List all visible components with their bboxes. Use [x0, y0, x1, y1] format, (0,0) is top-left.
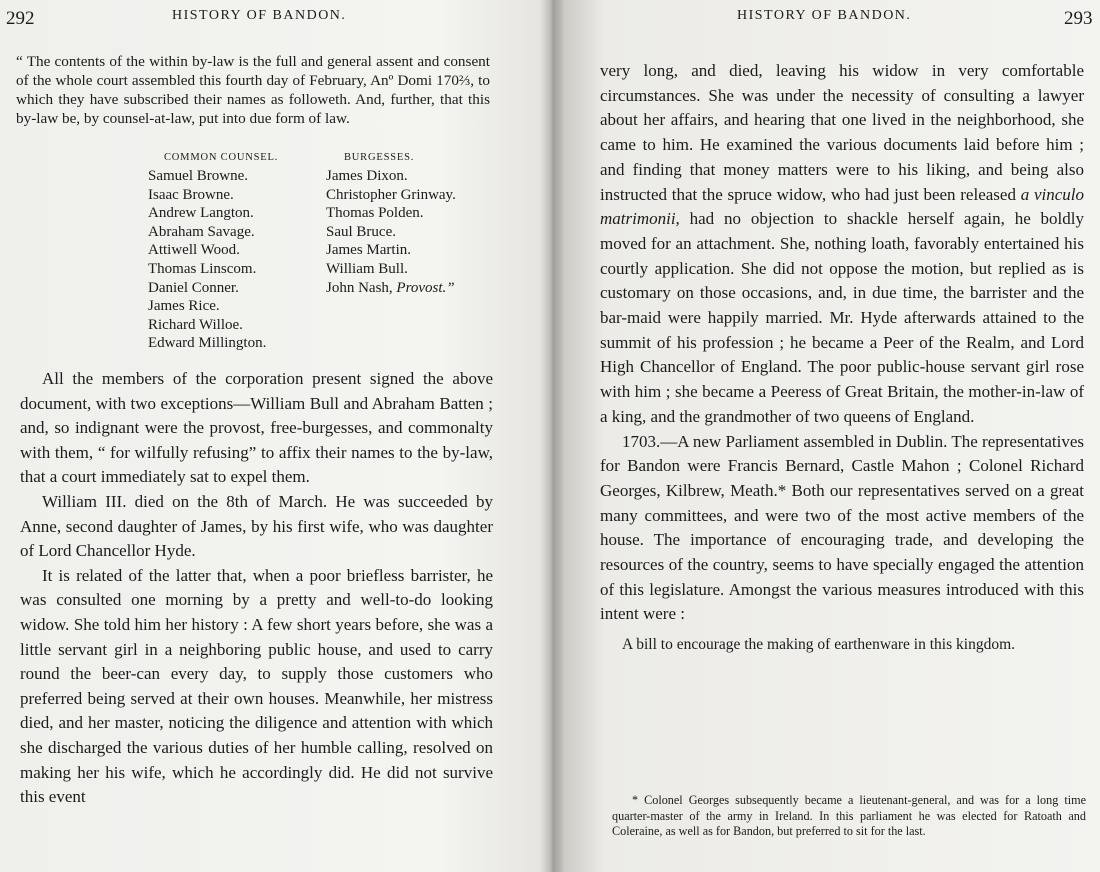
common-counsel-name: Richard Willoe. [148, 316, 243, 333]
burgess-name: Thomas Polden. [326, 205, 424, 222]
running-head-left: HISTORY OF BANDON. [172, 8, 347, 23]
common-counsel-list [148, 167, 266, 353]
page-number-right: 293 [1064, 8, 1093, 29]
burgess-name: Saul Bruce. [326, 223, 396, 240]
burgess-name: James Dixon. [326, 168, 408, 184]
burgess-name: James Martin. [326, 242, 411, 259]
hyde-text-part-1: very long, and died, leaving his widow in very comfortable circumstances. She was under the necessity of consulting a lawyer about her affairs, and hearing that one lived in the neighborhood, she came to him. He examined the various documents laid before him ; and finding that money matters were to his liking, and being also instructed that the spruce widow, who had just been released [600, 61, 1084, 204]
paragraph-william-iii: William III. died on the 8th of March. He was succeeded by Anne, second daughter of James, by his first wife, who was daughter of Lord Chancellor Hyde. [20, 491, 493, 561]
paragraph-1703-parliament: 1703.—A new Parliament assembled in Dublin. The representatives for Bandon were Francis Bernard, Castle Mahon ; Colonel Richard Georges, Kilbrew, Meath.* Both our representatives served on a great many committees, and were two of the most active members of the house. The importance of encouraging trade, and developing the resources of the country, seems to have specially engaged the attention of this legislature. Amongst the various measures introduced with this intent were : [600, 431, 1084, 624]
common-counsel-name: Daniel Conner. [148, 279, 239, 296]
latin-phrase: a vinculo matrimonii, [600, 184, 1085, 229]
left-page [0, 0, 540, 872]
common-counsel-name: Abraham Savage. [148, 223, 255, 240]
common-counsel-name: James Rice. [148, 298, 220, 315]
paragraph-signing: All the members of the corporation present signed the above document, with two exceptions—William Bull and Abraham Batten ; and, so indignant were the provost, free-burgesses, and commonalty with them, “ for wilfully refusing” to affix their names to the by-law, that a court immediately sat to expel them. [20, 369, 493, 487]
running-head-right: HISTORY OF BANDON. [737, 8, 912, 23]
common-counsel-name: Attiwell Wood. [148, 242, 240, 259]
paragraph-hyde-continued [600, 59, 1084, 430]
burgess-name: Christopher Grinway. [326, 186, 456, 203]
right-body-text [600, 59, 1084, 655]
burgesses-list [326, 167, 456, 297]
page-number-left: 292 [6, 8, 35, 29]
burgesses-heading: BURGESSES. [344, 152, 415, 163]
paragraph-hyde-story: It is related of the latter that, when a poor briefless barrister, he was consulted one morning by a pretty and well-to-do looking widow. She told him her history : A few short years before, she was a little servant girl in a neighboring public house, and used to carry round the beer-can every day, to supply those customers who preferred being served at their own houses. Meanwhile, her mistress died, and her master, noticing the diligence and attention with which she discharged the various duties of her humble calling, resolved on making her his wife, which he accordingly did. He did not survive this event [20, 565, 493, 807]
hyde-text-part-2: had no objection to shackle herself again, he boldly moved for an attachment. She, nothing loath, favorably entertained his courtly application. She did not oppose the motion, but replied as is customary on those occasions, and, in due time, the barrister and the bar-maid were happily married. Mr. Hyde afterwards attained to the summit of his profession ; he became a Peer of the Realm, and Lord High Chancellor of England. The poor public-house servant girl rose with him ; she became a Peeress of Great Britain, the mother-in-law of a king, and the grandmother of two queens of England. [600, 209, 1085, 426]
burgess-name: John Nash, [326, 279, 393, 296]
bylaw-quote: “ The contents of the within by-law is the full and general assent and consent of the whole court assembled this fourth day of February, Anº Domi 170⅔, to which they have subscribed their names as followeth. And, further, that this by-law be, by counsel-at-law, put into due form of law. [16, 53, 490, 127]
footnote: * Colonel Georges subsequently became a lieutenant-general, and was for a long time quarter-master of the army in Ireland. In this parliament he was elected for Ratoath and Coleraine, as well as for Bandon, but preferred to sit for the last. [612, 793, 1086, 839]
left-body-text [20, 367, 493, 810]
common-counsel-name: Thomas Linscom. [148, 260, 257, 277]
bill-earthenware: A bill to encourage the making of earthenware in this kingdom. [622, 636, 1015, 654]
common-counsel-name: Isaac Browne. [148, 186, 234, 203]
common-counsel-name: Edward Millington. [148, 335, 267, 352]
burgess-name: William Bull. [326, 260, 408, 277]
burgess-name-provost [326, 279, 456, 298]
common-counsel-name: Samuel Browne. [148, 168, 248, 184]
common-counsel-name: Andrew Langton. [148, 205, 254, 222]
provost-title: Provost.” [396, 279, 455, 296]
common-counsel-heading: COMMON COUNSEL. [164, 152, 279, 163]
